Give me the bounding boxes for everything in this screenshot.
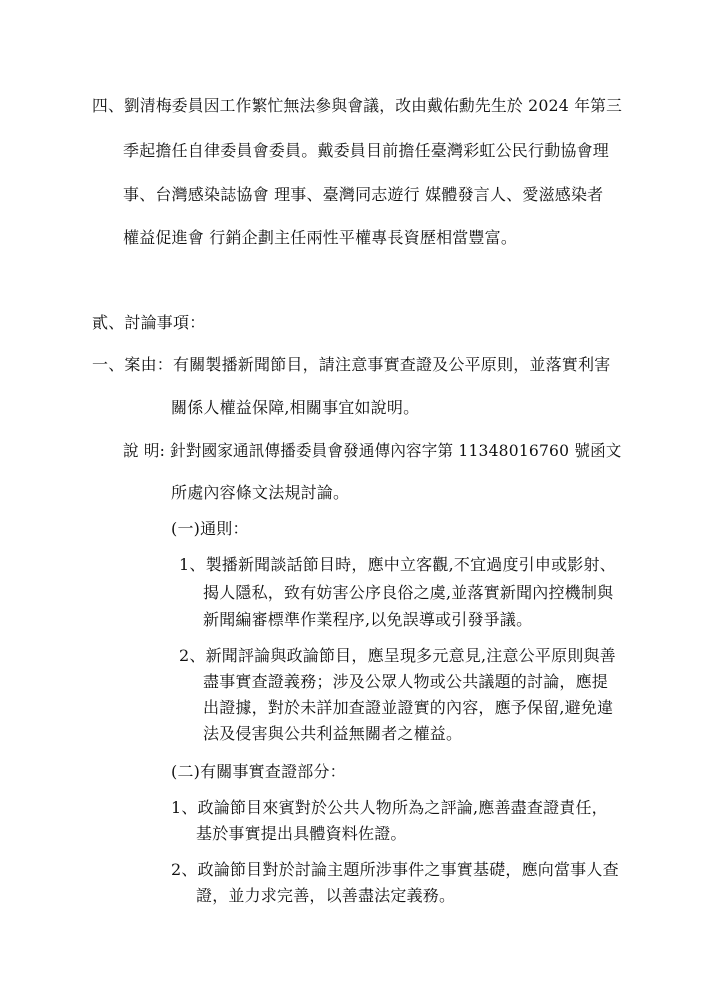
- list-item-line: 證，並力求完善，以善盡法定義務。: [196, 886, 456, 905]
- factcheck-heading: (二)有關事實查證部分：: [171, 762, 346, 781]
- case-subject-line: 關係人權益保障,相關事宜如說明。: [171, 398, 420, 417]
- text-line: 季起擔任自律委員會委員。戴委員目前擔任臺灣彩虹公民行動協會理: [123, 141, 610, 160]
- list-item-line: 盡事實查證義務；涉及公眾人物或公共議題的討論，應提: [203, 672, 609, 691]
- explanation-line: 所處內容條文法規討論。: [171, 483, 350, 502]
- case-subject-line: 一、案由：有關製播新聞節目，請注意事實查證及公平原則，並落實利害: [92, 355, 611, 374]
- list-item-line: 2、新聞評論與政論節目，應呈現多元意見,注意公平原則與善: [179, 646, 616, 665]
- list-item-line: 新聞編審標準作業程序,以免誤導或引發爭議。: [203, 610, 533, 629]
- list-item-line: 揭人隱私，致有妨害公序良俗之虞,並落實新聞內控機制與: [203, 583, 614, 602]
- list-item-line: 法及侵害與公共利益無關者之權益。: [203, 724, 463, 743]
- text-line: 權益促進會 行銷企劃主任兩性平權專長資歷相當豐富。: [123, 228, 518, 247]
- section-heading: 貳、討論事項：: [92, 313, 206, 332]
- list-item-line: 1、製播新聞談話節目時，應中立客觀,不宜過度引申或影射、: [179, 555, 616, 574]
- explanation-line: 說 明: 針對國家通訊傳播委員會發通傳內容字第 11348016760 號函文: [123, 441, 622, 460]
- list-item-line: 1、政論節目來賓對於公共人物所為之評論,應善盡查證責任，: [171, 798, 608, 817]
- text-line: 四、劉清梅委員因工作繁忙無法參與會議，改由戴佑勳先生於 2024 年第三: [92, 96, 623, 115]
- list-item-line: 2、政論節目對於討論主題所涉事件之事實基礎，應向當事人查: [171, 860, 619, 879]
- list-item-line: 出證據，對於未詳加查證並證實的內容，應予保留,避免違: [203, 698, 614, 717]
- text-line: 事、台灣感染誌協會 理事、臺灣同志遊行 媒體發言人、愛滋感染者: [123, 185, 604, 204]
- general-heading: (一)通則：: [171, 519, 249, 538]
- list-item-line: 基於事實提出具體資料佐證。: [196, 824, 407, 843]
